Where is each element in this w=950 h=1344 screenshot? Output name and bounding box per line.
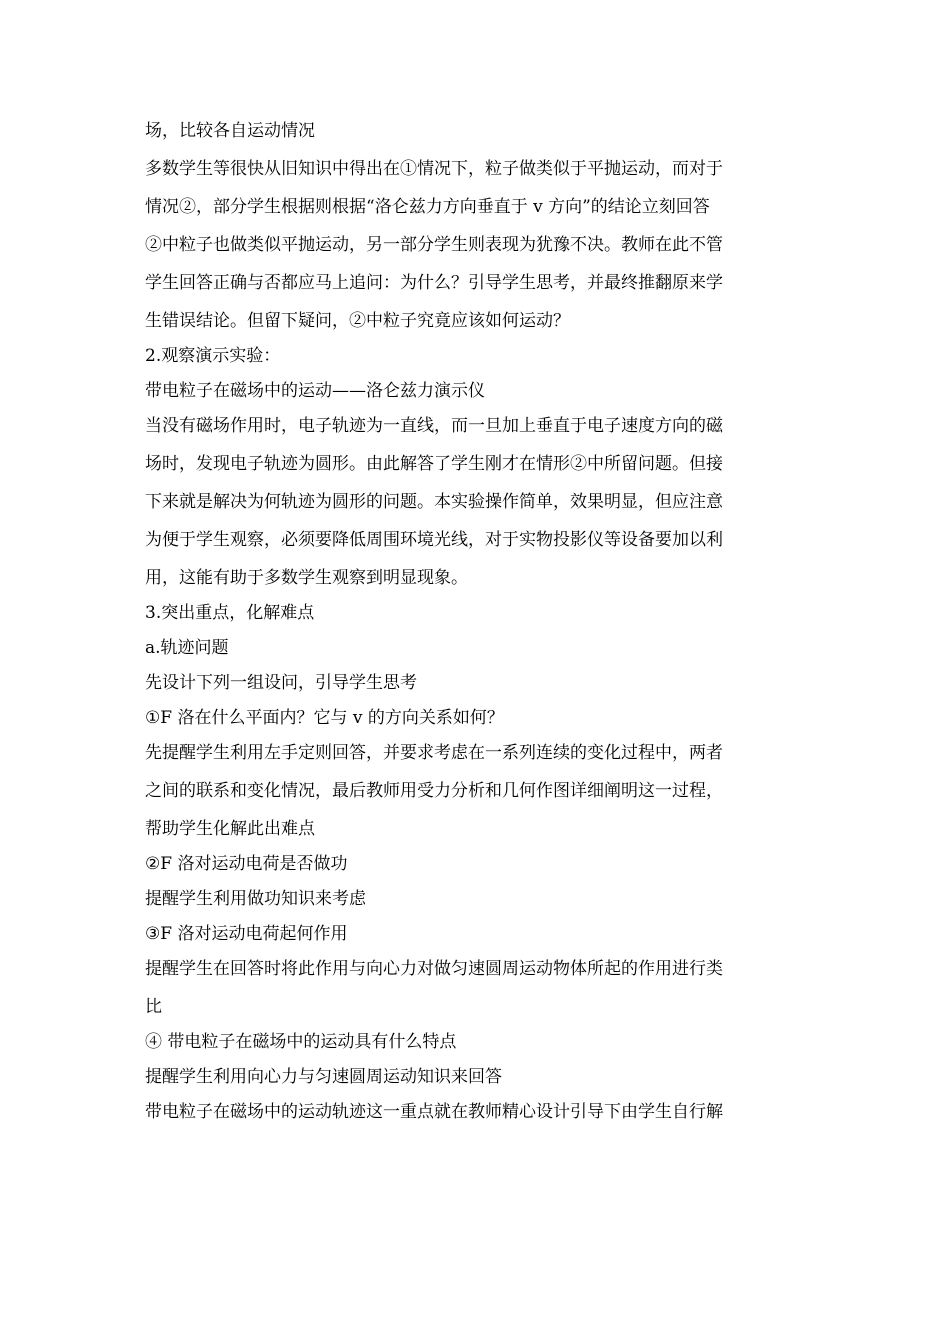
text-line: 先设计下列一组设问，引导学生思考 xyxy=(145,673,417,693)
text-line: 比 xyxy=(145,997,162,1017)
question-item: ①F 洛在什么平面内？它与 v 的方向关系如何？ xyxy=(145,708,504,728)
text-line: 带电粒子在磁场中的运动——洛仑兹力演示仪 xyxy=(145,381,485,401)
text-line: 多数学生等很快从旧知识中得出在①情况下，粒子做类似于平抛运动，而对于 xyxy=(145,159,723,179)
text-line: 带电粒子在磁场中的运动轨迹这一重点就在教师精心设计引导下由学生自行解 xyxy=(145,1102,723,1122)
text-line: 场时，发现电子轨迹为圆形。由此解答了学生刚才在情形②中所留问题。但接 xyxy=(145,454,723,474)
text-line: 下来就是解决为何轨迹为圆形的问题。本实验操作简单，效果明显，但应注意 xyxy=(145,492,723,512)
section-heading: 3.突出重点，化解难点 xyxy=(145,603,315,623)
text-line: 之间的联系和变化情况，最后教师用受力分析和几何作图详细阐明这一过程， xyxy=(145,781,723,801)
text-line: 提醒学生在回答时将此作用与向心力对做匀速圆周运动物体所起的作用进行类 xyxy=(145,959,723,979)
question-item: ③F 洛对运动电荷起何作用 xyxy=(145,924,348,944)
question-item: ②F 洛对运动电荷是否做功 xyxy=(145,854,348,874)
text-line: ②中粒子也做类似平抛运动，另一部分学生则表现为犹豫不决。教师在此不管 xyxy=(145,235,723,255)
text-line: 提醒学生利用做功知识来考虑 xyxy=(145,889,366,909)
text-line: 先提醒学生利用左手定则回答，并要求考虑在一系列连续的变化过程中，两者 xyxy=(145,743,723,763)
text-line: 为便于学生观察，必须要降低周围环境光线，对于实物投影仪等设备要加以利 xyxy=(145,530,723,550)
text-line: 学生回答正确与否都应马上追问：为什么？引导学生思考，并最终推翻原来学 xyxy=(145,273,723,293)
subsection-heading: a.轨迹问题 xyxy=(145,638,229,658)
text-line: 场，比较各自运动情况 xyxy=(145,121,315,141)
text-line: 当没有磁场作用时，电子轨迹为一直线，而一旦加上垂直于电子速度方向的磁 xyxy=(145,416,723,436)
section-heading: 2.观察演示实验： xyxy=(145,346,281,366)
text-line: 帮助学生化解此出难点 xyxy=(145,819,315,839)
question-item: ④ 带电粒子在磁场中的运动具有什么特点 xyxy=(145,1032,457,1052)
text-line: 情况②，部分学生根据则根据“洛仑兹力方向垂直于 v 方向”的结论立刻回答 xyxy=(145,197,710,217)
text-line: 提醒学生利用向心力与匀速圆周运动知识来回答 xyxy=(145,1067,502,1087)
text-line: 生错误结论。但留下疑问，②中粒子究竟应该如何运动？ xyxy=(145,311,570,331)
text-line: 用，这能有助于多数学生观察到明显现象。 xyxy=(145,568,468,588)
document-body xyxy=(145,118,800,1134)
